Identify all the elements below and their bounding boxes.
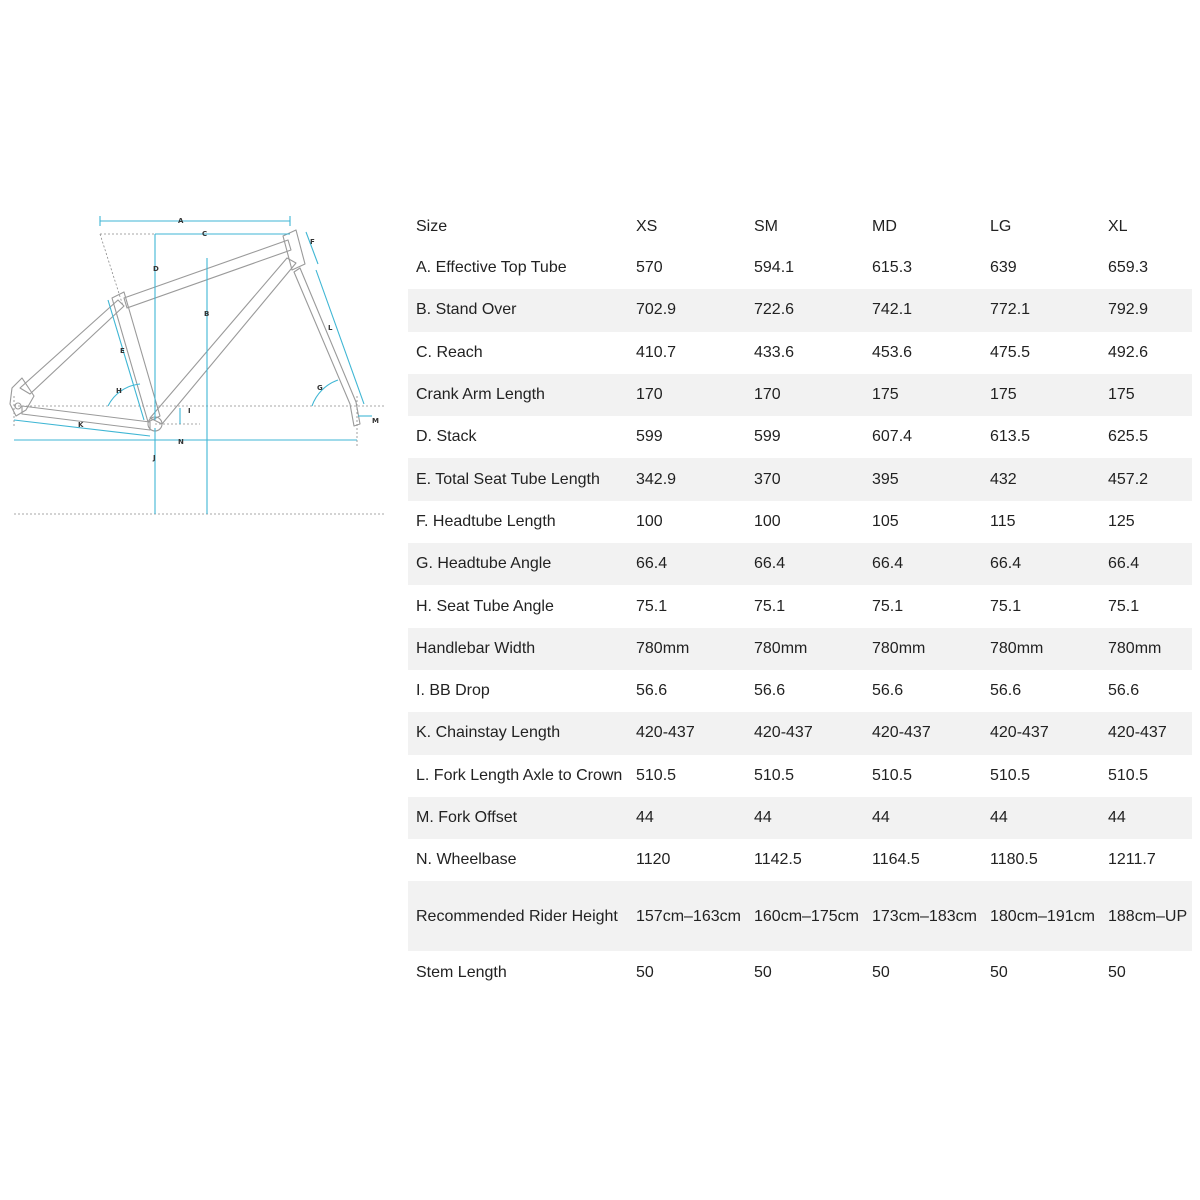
row-value: 342.9 bbox=[628, 458, 746, 500]
row-value: 115 bbox=[990, 512, 1016, 530]
table-row bbox=[408, 881, 1192, 951]
row-value: 570 bbox=[636, 259, 663, 277]
row-value: 56.6 bbox=[872, 682, 904, 700]
row-label: Recommended Rider Height bbox=[408, 881, 628, 951]
row-value: 780mm bbox=[982, 628, 1100, 670]
header-size-col: XL bbox=[1108, 217, 1128, 235]
row-value: 420-437 bbox=[628, 712, 746, 754]
row-value: 1180.5 bbox=[990, 851, 1038, 869]
table-row bbox=[408, 712, 1192, 754]
label-n: N bbox=[178, 438, 184, 446]
row-value: 175 bbox=[1100, 374, 1192, 416]
row-value: 639 bbox=[990, 259, 1017, 277]
table-row bbox=[408, 797, 1192, 839]
row-value: 780mm bbox=[1100, 628, 1192, 670]
row-value: 1164.5 bbox=[872, 851, 920, 869]
row-value: 615.3 bbox=[872, 259, 913, 277]
geometry-table-body bbox=[408, 206, 1192, 994]
row-value: 170 bbox=[746, 374, 864, 416]
row-value: 50 bbox=[636, 963, 654, 981]
row-value: 56.6 bbox=[1108, 682, 1140, 700]
row-value: 510.5 bbox=[990, 766, 1031, 784]
dim-l-fork-length bbox=[316, 270, 364, 404]
table-row bbox=[408, 628, 1192, 670]
row-value: 105 bbox=[872, 512, 899, 530]
row-value: 613.5 bbox=[990, 428, 1031, 446]
row-value: 44 bbox=[1100, 797, 1192, 839]
label-f: F bbox=[310, 238, 315, 246]
row-value: 453.6 bbox=[872, 343, 913, 361]
frame-geometry-diagram bbox=[0, 200, 400, 530]
chain-stay bbox=[22, 406, 150, 430]
row-value: 659.3 bbox=[1108, 259, 1149, 277]
table-row bbox=[408, 543, 1192, 585]
row-value: 56.6 bbox=[754, 682, 786, 700]
row-value: 599 bbox=[754, 428, 781, 446]
row-label: K. Chainstay Length bbox=[408, 712, 628, 754]
dim-e-seat-tube bbox=[108, 300, 144, 420]
row-label: L. Fork Length Axle to Crown bbox=[416, 766, 623, 784]
row-value: 66.4 bbox=[864, 543, 982, 585]
table-row bbox=[408, 585, 1192, 627]
table-row bbox=[408, 332, 1192, 374]
row-label: C. Reach bbox=[416, 343, 483, 361]
row-value: 594.1 bbox=[754, 259, 795, 277]
row-value: 66.4 bbox=[982, 543, 1100, 585]
header-size-col: XS bbox=[636, 217, 658, 235]
fork-leg bbox=[294, 268, 360, 426]
row-label: Stem Length bbox=[416, 963, 507, 981]
row-value: 1142.5 bbox=[754, 851, 802, 869]
row-value: 722.6 bbox=[746, 289, 864, 331]
row-value: 170 bbox=[628, 374, 746, 416]
row-value: 1120 bbox=[636, 851, 671, 869]
row-label: Crank Arm Length bbox=[408, 374, 628, 416]
row-value: 492.6 bbox=[1108, 343, 1149, 361]
row-value: 56.6 bbox=[636, 682, 668, 700]
row-label: N. Wheelbase bbox=[416, 851, 517, 869]
table-row bbox=[408, 374, 1192, 416]
table-row bbox=[408, 247, 1192, 289]
row-value: 50 bbox=[990, 963, 1008, 981]
label-i: I bbox=[188, 407, 191, 415]
row-value: 75.1 bbox=[1108, 597, 1140, 615]
row-value: 180cm–191cm bbox=[982, 881, 1100, 951]
row-value: 125 bbox=[1108, 512, 1135, 530]
table-row bbox=[408, 951, 1192, 993]
dimension-labels bbox=[78, 217, 379, 462]
label-h: H bbox=[116, 387, 122, 395]
table-header-row bbox=[408, 206, 1192, 247]
row-value: 457.2 bbox=[1100, 458, 1192, 500]
row-value: 44 bbox=[628, 797, 746, 839]
row-value: 742.1 bbox=[864, 289, 982, 331]
table-row bbox=[408, 501, 1192, 543]
header-size-col: SM bbox=[754, 217, 778, 235]
label-b: B bbox=[204, 310, 210, 318]
label-l: L bbox=[328, 324, 333, 332]
table-row bbox=[408, 289, 1192, 331]
label-g: G bbox=[317, 384, 323, 392]
row-value: 75.1 bbox=[872, 597, 904, 615]
row-label: M. Fork Offset bbox=[408, 797, 628, 839]
row-value: 175 bbox=[982, 374, 1100, 416]
row-value: 420-437 bbox=[864, 712, 982, 754]
row-value: 75.1 bbox=[636, 597, 668, 615]
row-value: 173cm–183cm bbox=[864, 881, 982, 951]
row-value: 433.6 bbox=[754, 343, 795, 361]
row-value: 50 bbox=[754, 963, 772, 981]
row-value: 160cm–175cm bbox=[746, 881, 864, 951]
row-label: F. Headtube Length bbox=[416, 512, 556, 530]
label-c: C bbox=[202, 230, 208, 238]
row-value: 66.4 bbox=[746, 543, 864, 585]
dim-g-head-angle-arc bbox=[312, 380, 338, 406]
row-label: A. Effective Top Tube bbox=[416, 259, 567, 277]
header-size-col: LG bbox=[990, 217, 1012, 235]
row-label: G. Headtube Angle bbox=[408, 543, 628, 585]
row-value: 100 bbox=[754, 512, 781, 530]
row-value: 1211.7 bbox=[1108, 851, 1156, 869]
table-row bbox=[408, 839, 1192, 881]
row-value: 44 bbox=[864, 797, 982, 839]
row-value: 510.5 bbox=[1108, 766, 1149, 784]
row-value: 772.1 bbox=[982, 289, 1100, 331]
row-value: 157cm–163cm bbox=[628, 881, 746, 951]
row-value: 75.1 bbox=[754, 597, 786, 615]
row-value: 780mm bbox=[746, 628, 864, 670]
row-value: 175 bbox=[864, 374, 982, 416]
row-value: 66.4 bbox=[628, 543, 746, 585]
label-e: E bbox=[120, 347, 125, 355]
row-value: 420-437 bbox=[746, 712, 864, 754]
row-value: 44 bbox=[982, 797, 1100, 839]
row-label: E. Total Seat Tube Length bbox=[408, 458, 628, 500]
row-label: D. Stack bbox=[416, 428, 477, 446]
head-tube bbox=[283, 230, 305, 270]
row-value: 66.4 bbox=[1100, 543, 1192, 585]
row-value: 510.5 bbox=[754, 766, 795, 784]
dimension-lines bbox=[14, 216, 372, 514]
row-value: 420-437 bbox=[982, 712, 1100, 754]
table-row bbox=[408, 670, 1192, 712]
row-value: 625.5 bbox=[1108, 428, 1149, 446]
row-label: B. Stand Over bbox=[408, 289, 628, 331]
row-value: 702.9 bbox=[628, 289, 746, 331]
row-label: I. BB Drop bbox=[416, 682, 490, 700]
label-j: J bbox=[153, 454, 156, 462]
row-value: 475.5 bbox=[990, 343, 1031, 361]
row-value: 410.7 bbox=[636, 343, 677, 361]
seat-tube-extension bbox=[100, 234, 123, 306]
bike-frame bbox=[10, 230, 360, 431]
row-value: 370 bbox=[746, 458, 864, 500]
down-tube bbox=[150, 258, 296, 424]
geometry-table bbox=[408, 206, 1192, 994]
row-value: 607.4 bbox=[872, 428, 913, 446]
table-row bbox=[408, 755, 1192, 797]
row-value: 420-437 bbox=[1100, 712, 1192, 754]
seat-tube bbox=[112, 292, 160, 422]
row-value: 432 bbox=[982, 458, 1100, 500]
row-value: 44 bbox=[746, 797, 864, 839]
row-value: 100 bbox=[636, 512, 663, 530]
header-size: Size bbox=[416, 217, 448, 235]
dim-h-seat-angle-arc bbox=[108, 384, 140, 406]
table-row bbox=[408, 458, 1192, 500]
row-label: H. Seat Tube Angle bbox=[416, 597, 554, 615]
reference-lines bbox=[14, 234, 386, 514]
label-m: M bbox=[372, 417, 379, 425]
row-value: 75.1 bbox=[990, 597, 1022, 615]
row-value: 510.5 bbox=[872, 766, 913, 784]
row-value: 510.5 bbox=[636, 766, 677, 784]
seat-stay bbox=[20, 300, 124, 394]
row-label: Handlebar Width bbox=[408, 628, 628, 670]
label-k: K bbox=[78, 421, 84, 429]
label-d: D bbox=[153, 265, 159, 273]
row-value: 56.6 bbox=[990, 682, 1022, 700]
row-value: 599 bbox=[636, 428, 663, 446]
header-size-col: MD bbox=[872, 217, 897, 235]
row-value: 50 bbox=[872, 963, 890, 981]
row-value: 188cm–UP bbox=[1100, 881, 1192, 951]
label-a: A bbox=[178, 217, 184, 225]
table-row bbox=[408, 416, 1192, 458]
row-value: 780mm bbox=[864, 628, 982, 670]
row-value: 395 bbox=[864, 458, 982, 500]
row-value: 780mm bbox=[628, 628, 746, 670]
row-value: 792.9 bbox=[1100, 289, 1192, 331]
dim-f-headtube bbox=[306, 232, 318, 264]
row-value: 50 bbox=[1108, 963, 1126, 981]
